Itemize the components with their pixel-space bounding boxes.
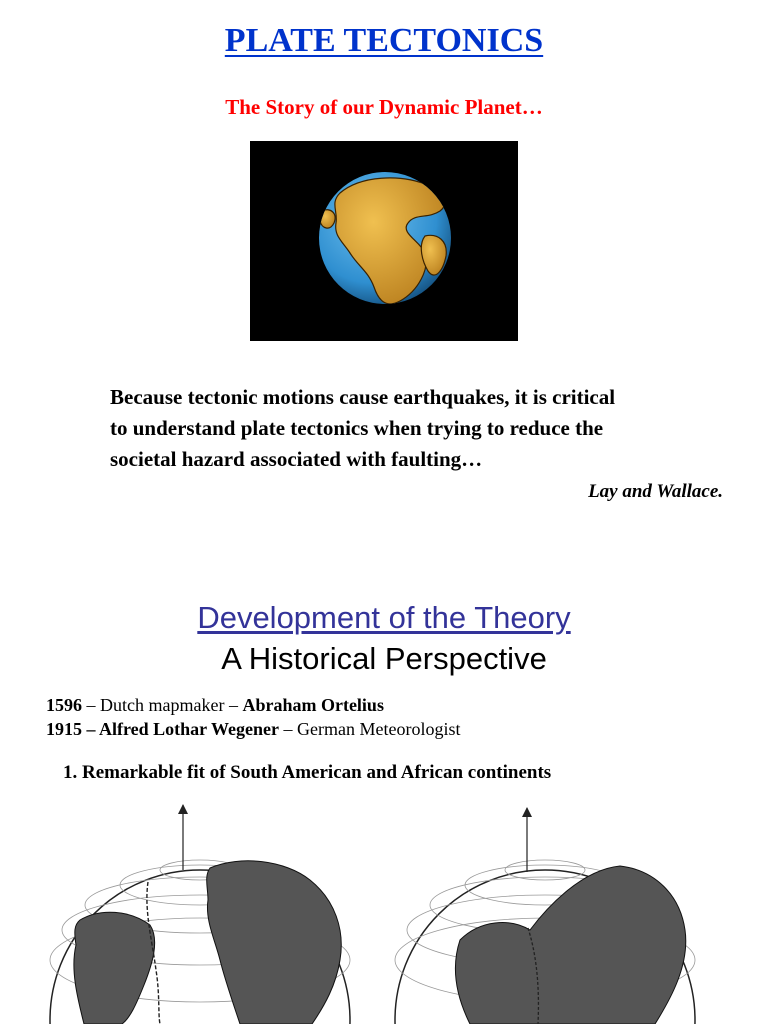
quote-attribution: Lay and Wallace. bbox=[588, 481, 723, 502]
history-person: Alfred Lothar Wegener bbox=[99, 719, 279, 739]
page-title: PLATE TECTONICS bbox=[224, 22, 544, 59]
earth-globe-icon bbox=[250, 141, 518, 341]
history-year: 1596 bbox=[46, 695, 82, 715]
quote-line-2: to understand plate tectonics when trying to reduce the bbox=[110, 416, 604, 440]
quote-block bbox=[110, 382, 740, 475]
history-item-1915 bbox=[46, 719, 460, 740]
quote-line-3: societal hazard associated with faulting… bbox=[110, 447, 483, 471]
history-separator: – bbox=[82, 695, 100, 715]
continent-fit-maps bbox=[40, 800, 740, 1024]
earth-animation-image bbox=[250, 141, 518, 341]
quote-line-1: Because tectonic motions cause earthquakes, it is critical bbox=[110, 385, 616, 409]
history-separator: – bbox=[82, 719, 100, 739]
history-item-1596 bbox=[46, 695, 384, 716]
history-description: Dutch mapmaker bbox=[100, 695, 225, 715]
history-person: Abraham Ortelius bbox=[242, 695, 384, 715]
page-subtitle: The Story of our Dynamic Planet… bbox=[225, 95, 543, 119]
history-year: 1915 bbox=[46, 719, 82, 739]
history-description: German Meteorologist bbox=[297, 719, 461, 739]
section-title: Development of the Theory bbox=[197, 600, 571, 635]
history-separator: – bbox=[224, 695, 243, 715]
globe-separated-continents bbox=[50, 804, 350, 1024]
globe-joined-continents bbox=[395, 807, 695, 1024]
history-separator: – bbox=[279, 719, 297, 739]
evidence-point-1: 1. Remarkable fit of South American and African continents bbox=[63, 762, 552, 783]
section-subtitle: A Historical Perspective bbox=[221, 641, 547, 676]
